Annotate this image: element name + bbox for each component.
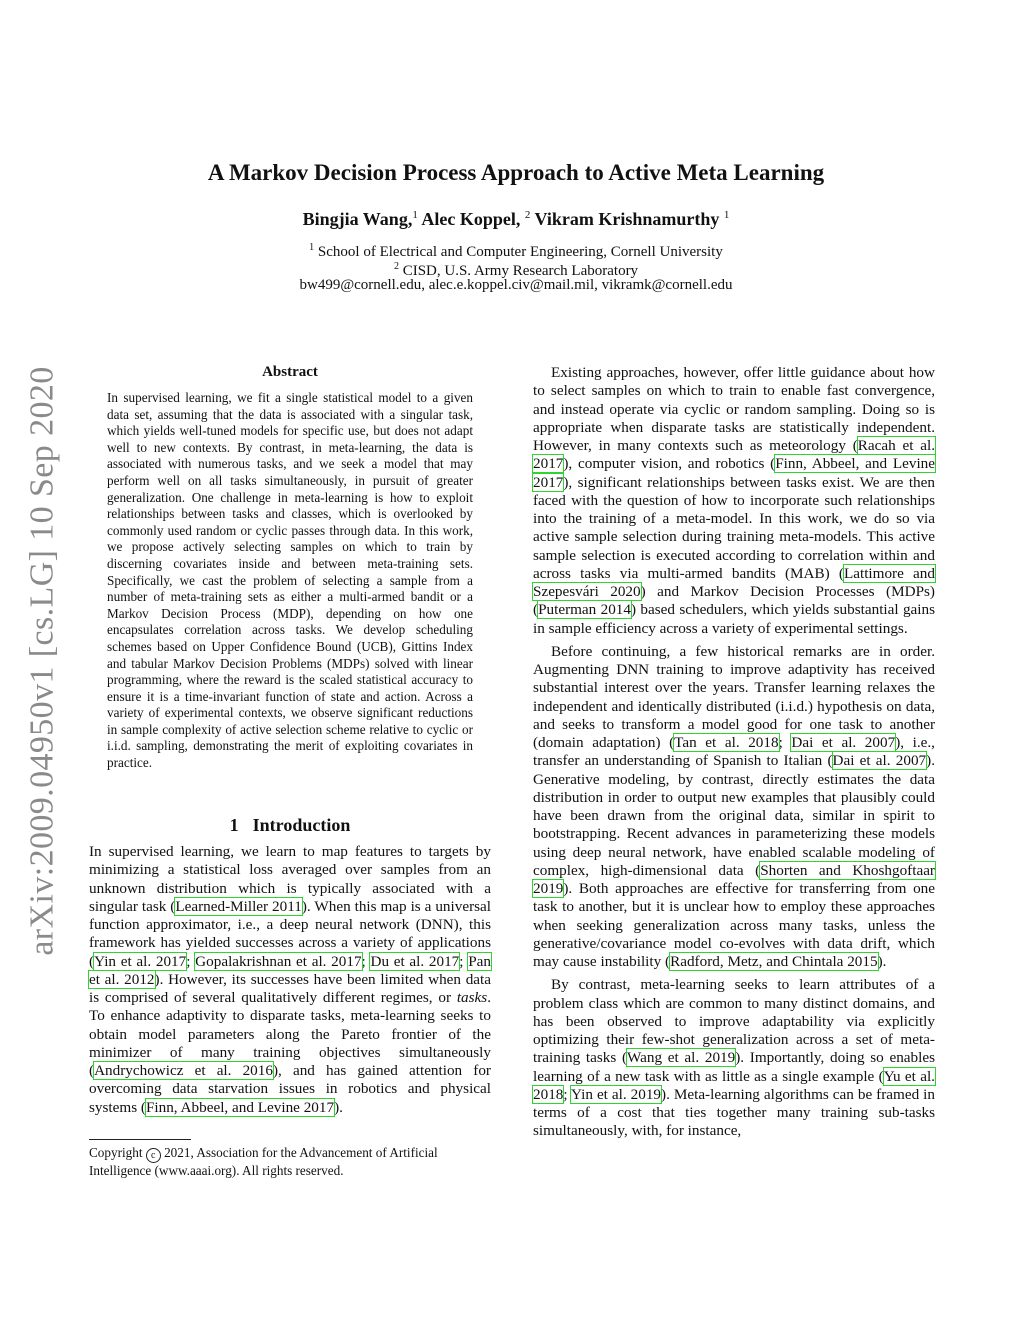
text-run: ), computer vision, and robotics ( (563, 455, 776, 473)
copyright-icon: c (146, 1148, 161, 1163)
text-run: ). Both approaches are effective for transferring from one task to another, but it is unclear how to employ these approaches when seeking generalization across many tasks, unless the generative/covariance model co-evolves with data drift, which may cause instability ( (533, 880, 935, 970)
text-run: In supervised learning, we learn to map features to targets by minimizing a statistical loss averaged over samples from an unknown distribution which is typically associated with a singular task ( (89, 843, 491, 915)
text-run: By contrast, meta-learning seeks to learn attributes of a problem class which are common to many distinct domains, and has been observed to improve adaptability via explicitly optimizing their few-shot generalization across a set of meta-training tasks ( (533, 976, 935, 1067)
citation-link[interactable]: Yin et al. 2019 (571, 1085, 662, 1103)
text-run: ; (361, 952, 371, 970)
affiliation-text: School of Electrical and Computer Engineering, Cornell University (317, 244, 723, 260)
emphasis-text: tasks (456, 989, 488, 1006)
citation-link[interactable]: Racah et al. 2017 (533, 437, 936, 473)
abstract-text: In supervised learning, we fit a single statistical model to a given data set, assuming that the data is associated with a singular task, which yields well-tuned models for specific use, but does not adapt well to new contexts. By contrast, in meta-learning, the data is associated with numerous tasks, and we seek a model that may perform well on all tasks simultaneously, in pursuit of greater generalization. One challenge in meta-learning is how to exploit relationships between tasks and classes, which is overlooked by commonly used random or cyclic passes through data. In this work, we propose actively selecting samples on which to train by discerning covariates inside and between meta-training sets. Specifically, we cast the problem of selecting a sample from a number of meta-training sets as either a multi-armed bandit or a Markov Decision Process (MDP), depending on how one encapsulates correlation across tasks. We develop scheduling schemes based on Upper Confidence Bound (UCB), Gittins Index and tabular Markov Decision Problems (MDPs) solved with linear programming, where the reward is the scaled statistical accuracy to ensure it is a time-invariant function of state and action. Across a variety of experimental contexts, we observe significant reductions in sample complexity of active selection scheme relative to cyclic or i.i.d. sampling, demonstrating the merit of exploiting covariates in practice. (107, 390, 473, 771)
citation-link[interactable]: Finn, Abbeel, and Levine 2017 (145, 1098, 335, 1116)
text-run: Existing approaches, however, offer little guidance about how to select samples on which to train to enable fast convergence, and instead operate via cyclic or random sampling. Doing so is appropriate when disparate tasks are statistically independent. However, in many contexts such as meteorology ( (533, 364, 935, 454)
copyright-word: Copyright (89, 1145, 143, 1160)
citation-link[interactable]: Gopalakrishnan et al. 2017 (195, 952, 362, 970)
author-line (100, 209, 932, 230)
citation-link[interactable]: Shorten and Khoshgoftaar 2019 (533, 861, 935, 897)
citation-link[interactable]: Radford, Metz, and Chintala 2015 (670, 953, 878, 970)
author-name: Vikram Krishnamurthy (534, 209, 720, 229)
citation-link[interactable]: Pan et al. 2012 (89, 952, 491, 988)
text-run: ). Generative modeling, by contrast, directly estimates the data distribution in order to output new examples that plausibly could have been drawn from the original data, similar in spirit to bootstrapping. Recent advances in parameterizing these models using deep neural network, have enabled scalable modeling of complex, high-dimensional data ( (533, 752, 935, 879)
citation-link[interactable]: Tan et al. 2018 (674, 734, 779, 751)
text-run: Before continuing, a few historical remarks are in order. Augmenting DNN training to improve adaptivity has received substantial interest over the years. Transfer learning relaxes the independent and identically distributed (i.i.d.) hypothesis on data, and seeks to transform a model good for one task to another (domain adaptation) ( (533, 642, 935, 751)
arxiv-stamp (24, 355, 62, 967)
text-run: ) based schedulers, which yields substantial gains in sample efficiency across a variety of experimental settings. (533, 601, 935, 637)
author-emails: bw499@cornell.edu, alec.e.koppel.civ@mail.mil, vikramk@cornell.edu (299, 277, 733, 293)
right-paragraph-3 (533, 976, 935, 1140)
author-sup: 2 (524, 209, 531, 221)
text-run: ). Importantly, doing so enables learning of a new task with as little as a single example ( (533, 1049, 935, 1085)
text-run: ; (459, 952, 469, 970)
left-column (89, 843, 491, 1117)
citation-link[interactable]: Lattimore and Szepesvári 2020 (533, 564, 935, 600)
right-paragraph-1 (533, 364, 935, 638)
footnote-rule (89, 1139, 191, 1140)
copyright-footnote (89, 1145, 491, 1180)
text-run: ). However, its successes have been limited when data is comprised of several qualitatively different regimes, or (89, 970, 492, 1006)
arxiv-id: arXiv:2009.04950v1 [cs.LG] 10 Sep 2020 (24, 366, 62, 956)
text-run: ). When this map is a universal function approximator, i.e., a deep neural network (DNN), this framework has yielded successes across a variety of applications ( (89, 897, 492, 970)
text-run: ). (334, 1098, 343, 1116)
section-heading-introduction (89, 815, 491, 836)
copyright-text: 2021, Association for the Advancement of Artificial Intelligence (www.aaai.org). All rights reserved. (89, 1145, 438, 1178)
right-column (533, 364, 935, 1141)
author-sup: 1 (723, 209, 730, 221)
citation-link[interactable]: Finn, Abbeel, and Levine 2017 (533, 455, 935, 491)
author-sup: 1 (412, 209, 418, 221)
citation-link[interactable]: Dai et al. 2007 (791, 734, 896, 751)
abstract-heading: Abstract (262, 364, 318, 380)
text-run: ). Meta-learning algorithms can be framed in terms of a cost that ties together many training sub-tasks simultaneously, with, for instance, (533, 1085, 935, 1140)
text-run: ), and has gained attention for overcoming data starvation issues in robotics and physical systems ( (89, 1062, 491, 1116)
affiliation-sup: 2 (393, 261, 399, 272)
citation-link[interactable]: Dai et al. 2007 (832, 752, 927, 770)
citation-link[interactable]: Yin et al. 2017 (94, 952, 187, 970)
section-title: Introduction (252, 815, 351, 835)
paper-title: A Markov Decision Process Approach to Active Meta Learning (207, 160, 825, 185)
text-run: . To enhance adaptivity to disparate tasks, meta-learning seeks to obtain model parameters along the Pareto frontier of the minimizer of many training objectives simultaneously ( (89, 989, 491, 1079)
text-run: ), significant relationships between tasks exist. We are then faced with the question of how to incorporate such relationships into the training of a meta-model. In this work, we do so via active sample selection during training meta-models. This active sample selection is executed according to correlation within and across tasks via multi-armed bandits (MAB) ( (533, 473, 935, 582)
right-paragraph-2 (533, 643, 935, 972)
text-run: ). (877, 953, 887, 970)
citation-link[interactable]: Du et al. 2017 (370, 952, 460, 970)
author-name: Bingjia Wang, (302, 209, 413, 229)
citation-link[interactable]: Wang et al. 2019 (627, 1049, 736, 1067)
intro-paragraph-1 (89, 843, 491, 1117)
text-run: ; (186, 952, 196, 970)
section-number: 1 (229, 815, 239, 835)
affiliation-text: CISD, U.S. Army Research Laboratory (402, 263, 639, 279)
text-run: ) and Markov Decision Processes (MDPs) ( (533, 583, 935, 619)
citation-link[interactable]: Learned-Miller 2011 (175, 897, 302, 915)
citation-link[interactable]: Puterman 2014 (538, 601, 631, 619)
affiliation-sup: 1 (309, 242, 315, 253)
text-run: ; (778, 734, 792, 751)
author-name: Alec Koppel, (421, 209, 521, 229)
citation-link[interactable]: Andrychowicz et al. 2016 (94, 1062, 273, 1079)
text-run: ; (563, 1085, 572, 1103)
text-run: ), i.e., transfer an understanding of Spanish to Italian ( (533, 734, 935, 770)
citation-link[interactable]: Yu et al. 2018 (533, 1067, 935, 1103)
